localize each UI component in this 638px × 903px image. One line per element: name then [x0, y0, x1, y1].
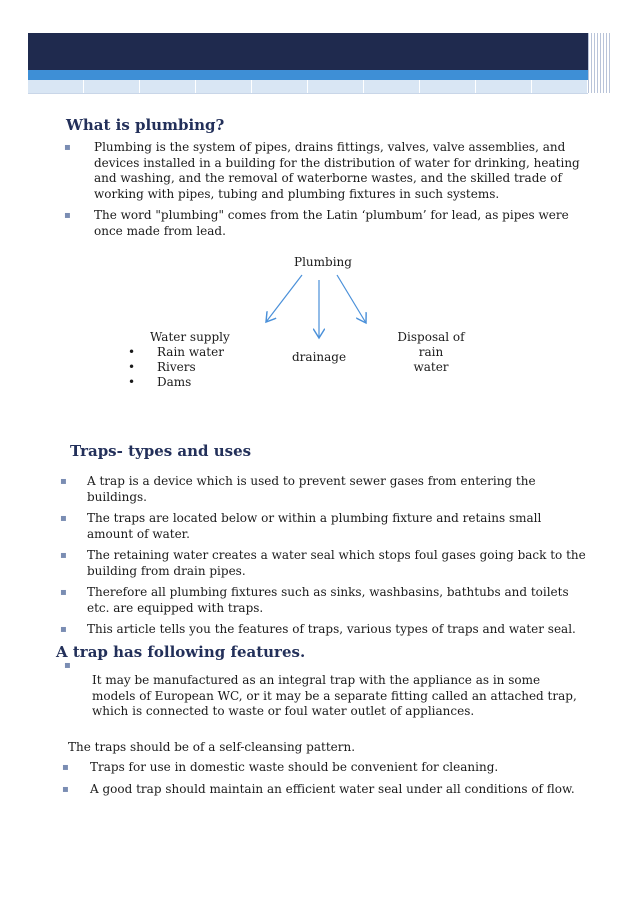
- list-item: ▪ Traps for use in domestic waste should be convenient for cleaning.: [62, 760, 499, 774]
- bullet-icon: •: [128, 345, 136, 359]
- bullet-icon: ▪: [60, 624, 67, 635]
- list-item: ▪ This article tells you the features of traps, various types of traps and water seal.: [60, 622, 576, 636]
- bullet-icon: ▪: [62, 762, 69, 773]
- list-item: ▪ The retaining water creates a water seal which stops foul gases going back to the building from drain pipes.: [60, 548, 586, 578]
- diagram-disposal-label: Disposal of rain water: [397, 330, 465, 374]
- traps-bullet-list: [60, 474, 588, 644]
- bullet-icon: ▪: [64, 142, 71, 153]
- diagram-root-label: Plumbing: [294, 255, 352, 269]
- features-bullet-list: [62, 760, 582, 803]
- list-item: ▪ The traps are located below or within a plumbing fixture and retains small amount of water.: [60, 511, 542, 541]
- list-item: ▪ A trap is a device which is used to prevent sewer gases from entering the buildings.: [60, 474, 536, 504]
- bullet-icon: •: [128, 360, 136, 374]
- heading-traps-types-and-uses: Traps- types and uses: [70, 442, 252, 460]
- feature-self-cleansing: The traps should be of a self-cleansing pattern.: [68, 740, 356, 754]
- heading-trap-features: A trap has following features.: [56, 643, 306, 661]
- bullet-icon: ▪: [60, 587, 67, 598]
- diagram-water-supply-list: • Rain water • Rivers • Dams: [128, 345, 224, 389]
- bullet-icon: ▪: [60, 550, 67, 561]
- bullet-icon: •: [128, 375, 136, 389]
- list-item: ▪ A good trap should maintain an efficient water seal under all conditions of flow.: [62, 781, 575, 796]
- heading-what-is-plumbing: What is plumbing?: [66, 116, 225, 134]
- list-item: ▪ Therefore all plumbing fixtures such as sinks, washbasins, bathtubs and toilets etc. are equipped with traps.: [60, 585, 569, 615]
- bullet-icon: ▪: [64, 210, 71, 221]
- feature-integral-trap: It may be manufactured as an integral trap with the appliance as in some models of European WC, or it may be a separate fitting called an attached trap, which is connected to waste or foul water outlet of appliances.: [92, 673, 577, 718]
- list-item: ▪ The word "plumbing" comes from the Latin ‘plumbum’ for lead, as pipes were once made from lead.: [64, 208, 569, 238]
- bullet-icon: ▪: [60, 476, 67, 487]
- bullet-icon: ▪: [62, 783, 69, 795]
- list-item: ▪ Plumbing is the system of pipes, drains fittings, valves, valve assemblies, and devices installed in a building for the distribution of water for drinking, heating and washing, and the removal of waterborne wastes, and the skilled trade of working with pipes, tubing and plumbing fixtures in such systems.: [64, 140, 580, 201]
- diagram-water-supply-title: Water supply: [150, 330, 230, 344]
- diagram-drainage-label: drainage: [292, 350, 347, 364]
- bullet-icon: ▪: [60, 513, 67, 524]
- bullet-icon: ▪: [64, 660, 71, 671]
